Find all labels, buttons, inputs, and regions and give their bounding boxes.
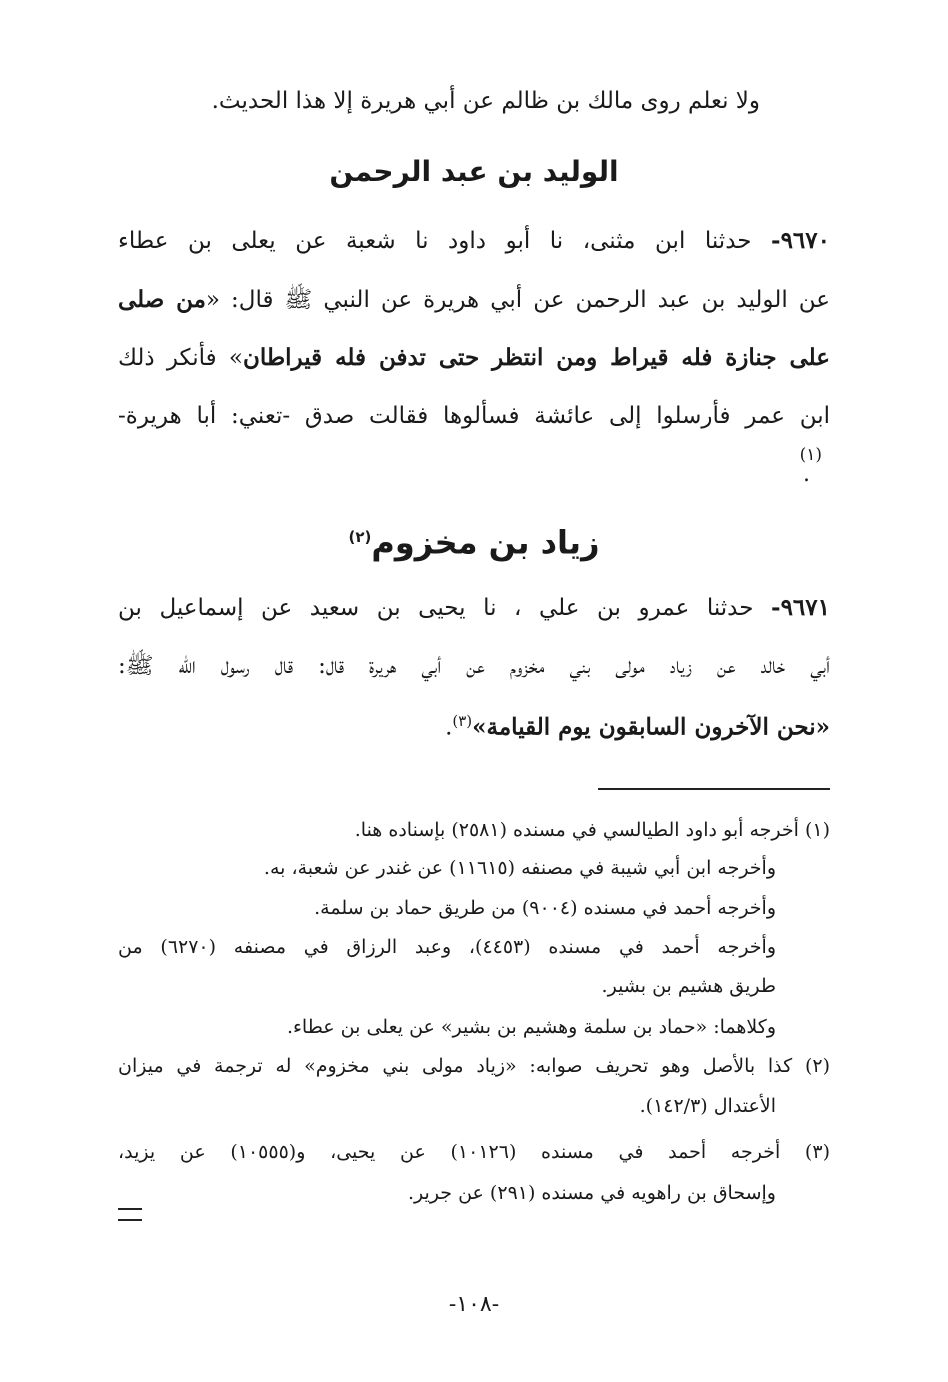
hadith-text: » فأنكر ذلك — [118, 345, 243, 371]
heading-text: زياد بن مخزوم — [371, 523, 600, 562]
footnote-2-line: الأعتدال (١٤٢/٣). — [639, 1095, 776, 1117]
hadith-9670-line-4: ابن عمر فأرسلوا إلى عائشة فسألوها فقالت صدق -تعني: أبا هريرة- — [118, 403, 830, 429]
hadith-9671-line-1 — [118, 591, 830, 625]
footnote-1-line: وأخرجه ابن أبي شيبة في مصنفه (١١٦١٥) عن غندر عن شعبة، به. — [263, 857, 776, 879]
footnote-1-line: (١) أخرجه أبو داود الطيالسي في مسنده (٢٥٨١) بإسناده هنا. — [354, 819, 830, 841]
footnote-marker: (١) — [799, 445, 822, 465]
hadith-9670-line-2 — [118, 283, 830, 317]
hadith-text: عن الوليد بن عبد الرحمن عن أبي هريرة عن النبي ﷺ قال: « — [205, 287, 830, 313]
section-heading-ziyad — [118, 520, 830, 560]
footnote-3-line: (٣) أخرجه أحمد في مسنده (١٠١٢٦) عن يحيى، و(١٠٥٥٥) عن يزيد، — [118, 1141, 830, 1163]
hadith-9671-line-2: أبي خالد عن زياد مولى بني مخزوم عن أبي هريرة قال: قال رسول الله ﷺ: — [118, 653, 830, 679]
hadith-quote: من صلى — [118, 286, 206, 313]
hadith-text: حدثنا عمرو بن علي ، نا يحيى بن سعيد عن إسماعيل بن — [118, 595, 754, 621]
intro-line: ولا نعلم روى مالك بن ظالم عن أبي هريرة إلا هذا الحديث. — [211, 88, 760, 114]
footnote-2-line: (٢) كذا بالأصل وهو تحريف صوابه: «زياد مولى بني مخزوم» له ترجمة في ميزان — [118, 1055, 830, 1077]
hadith-text: حدثنا ابن مثنى، نا أبو داود نا شعبة عن يعلى بن عطاء — [118, 228, 752, 254]
footnote-1-line: وكلاهما: «حماد بن سلمة وهشيم بن بشير» عن يعلى بن عطاء. — [286, 1016, 776, 1038]
hadith-number: ٩٦٧٠- — [771, 227, 830, 254]
footnote-1-line: وأخرجه أحمد في مسنده (٩٠٠٤) من طريق حماد بن سلمة. — [314, 897, 776, 919]
hadith-number: ٩٦٧١- — [771, 594, 830, 621]
continuation-mark — [118, 1208, 142, 1221]
sentence-end: . — [445, 714, 453, 741]
hadith-9670-line-3 — [118, 341, 830, 375]
sentence-end: . — [803, 462, 810, 487]
footnote-marker: (٣) — [452, 712, 473, 730]
hadith-quote: «نحن الآخرون السابقون يوم القيامة» — [472, 713, 830, 741]
footnote-marker: (٢) — [348, 528, 372, 546]
footnote-separator — [598, 788, 830, 790]
hadith-9671-line-3 — [118, 704, 830, 745]
footnote-1-line: طريق هشيم بن بشير. — [601, 975, 776, 997]
hadith-9670-line-1 — [118, 224, 830, 258]
page-number: -١٠٨- — [448, 1292, 500, 1317]
footnote-1-line: وأخرجه أحمد في مسنده (٤٤٥٣)، وعبد الرزاق في مصنفه (٦٢٧٠) من — [118, 936, 776, 958]
section-heading-walid: الوليد بن عبد الرحمن — [329, 155, 619, 188]
hadith-quote: على جنازة فله قيراط ومن انتظر حتى تدفن فله قيراطان — [242, 344, 830, 371]
footnote-3-line: وإسحاق بن راهويه في مسنده (٢٩١) عن جرير. — [408, 1182, 776, 1204]
